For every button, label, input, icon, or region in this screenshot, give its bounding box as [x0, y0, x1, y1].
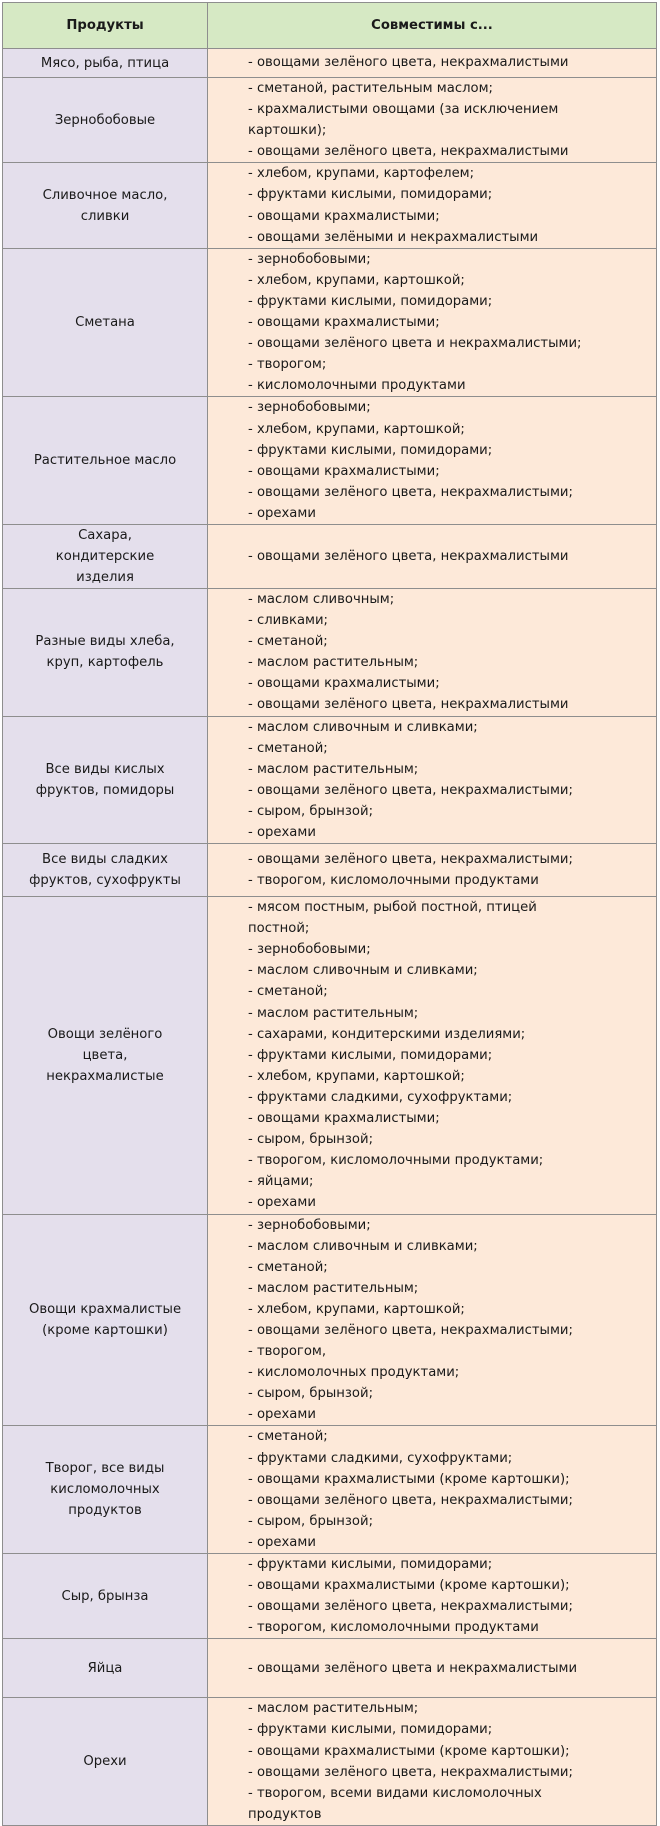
compatible-item: - хлебом, крупами, картофелем;	[248, 166, 475, 182]
compatible-item: - орехами	[248, 1195, 316, 1211]
compatible-item: - овощами зелёного цвета и некрахмалистыми;	[248, 336, 582, 352]
compatible-list-cell	[208, 844, 657, 897]
product-cell	[3, 844, 208, 897]
compatible-item: - орехами	[248, 825, 316, 840]
compatible-item: - хлебом, крупами, картошкой;	[248, 421, 465, 437]
compatible-item: - творогом;	[248, 357, 327, 373]
product-name-line: Все виды сладких	[42, 852, 168, 868]
product-name-line: Сахара,	[78, 527, 132, 543]
table-row	[3, 524, 657, 588]
product-name-line: кисломолочных	[50, 1482, 160, 1498]
compatible-item: - овощами крахмалистыми;	[248, 208, 440, 224]
compatible-item: - овощами крахмалистыми (кроме картошки);	[248, 1471, 570, 1487]
compatible-list-cell	[208, 397, 657, 525]
product-cell	[3, 588, 208, 716]
compatible-item: - хлебом, крупами, картошкой;	[248, 272, 465, 288]
compatible-list-cell	[208, 897, 657, 1214]
table-row	[3, 1554, 657, 1639]
product-name-line: Яйца	[87, 1660, 123, 1676]
table-row	[3, 588, 657, 716]
compatible-item: - маслом сливочным и сливками;	[248, 719, 478, 735]
compatible-item: - фруктами кислыми, помидорами;	[248, 1557, 493, 1572]
compatible-list-cell	[208, 248, 657, 397]
product-cell	[3, 78, 208, 163]
compatible-list-cell	[208, 1214, 657, 1426]
compatible-list-cell	[208, 78, 657, 163]
compatible-item: - сыром, брынзой;	[248, 803, 374, 819]
compatible-item: - овощами крахмалистыми;	[248, 315, 440, 331]
product-name-line: Все виды кислых	[45, 761, 165, 777]
compatible-item: - маслом сливочным;	[248, 591, 395, 607]
compatible-item: картошки);	[248, 123, 327, 139]
compatibility-table-wrapper	[2, 2, 656, 1826]
table-row	[3, 1214, 657, 1426]
food-compatibility-table	[2, 2, 657, 1826]
compatible-item: - маслом растительным;	[248, 1701, 419, 1717]
product-name-line: продуктов	[68, 1503, 142, 1519]
product-name-line: Овощи крахмалистые	[28, 1301, 182, 1317]
product-name-line: фруктов, помидоры	[35, 782, 175, 798]
table-row	[3, 163, 657, 248]
compatible-item: - овощами зелёного цвета, некрахмалистыми	[248, 144, 569, 160]
compatible-item: - маслом сливочным и сливками;	[248, 1238, 478, 1254]
compatible-list-cell	[208, 524, 657, 588]
product-cell	[3, 1426, 208, 1554]
product-name-line: (кроме картошки)	[42, 1322, 168, 1338]
compatible-item: - сметаной;	[248, 634, 328, 650]
compatible-item: - мясом постным, рыбой постной, птицей	[248, 900, 537, 916]
compatible-item: - овощами крахмалистыми;	[248, 463, 440, 479]
compatible-item: - фруктами кислыми, помидорами;	[248, 293, 493, 309]
compatible-item: - зернобобовыми;	[248, 400, 371, 416]
compatible-item: - овощами зелёного цвета, некрахмалистыми	[248, 548, 569, 564]
compatible-item: - овощами крахмалистыми (кроме картошки);	[248, 1578, 570, 1594]
compatible-item: - овощами зелёного цвета, некрахмалистыми;	[248, 1764, 573, 1780]
compatible-item: - сметаной;	[248, 1259, 328, 1275]
compatible-item: - овощами крахмалистыми;	[248, 1111, 440, 1127]
compatible-list-cell	[208, 1639, 657, 1698]
product-name-line: фруктов, сухофрукты	[29, 873, 181, 889]
product-name-line: круп, картофель	[46, 655, 164, 671]
table-row	[3, 1639, 657, 1698]
compatible-item: - кисломолочных продуктами;	[248, 1365, 460, 1381]
product-cell	[3, 897, 208, 1214]
compatible-list-cell	[208, 588, 657, 716]
compatible-item: - сметаной, растительным маслом;	[248, 81, 493, 96]
compatible-item: - фруктами кислыми, помидорами;	[248, 1722, 493, 1738]
compatible-list-cell	[208, 1698, 657, 1826]
compatible-list-cell	[208, 1554, 657, 1639]
product-cell	[3, 1698, 208, 1826]
compatible-item: - маслом сливочным и сливками;	[248, 963, 478, 979]
compatible-item: постной;	[248, 921, 310, 937]
compatible-item: - зернобобовыми;	[248, 1217, 371, 1233]
product-name-line: сливки	[80, 208, 130, 224]
product-cell	[3, 163, 208, 248]
product-cell	[3, 397, 208, 525]
compatible-item: - хлебом, крупами, картошкой;	[248, 1068, 465, 1084]
product-name-line: Творог, все виды	[45, 1461, 165, 1477]
product-name-line: Зернобобовые	[54, 112, 156, 128]
table-row	[3, 897, 657, 1214]
compatible-item: - маслом растительным;	[248, 1280, 419, 1296]
compatible-item: - овощами зелёного цвета, некрахмалистыми;	[248, 852, 573, 867]
compatible-item: - фруктами сладкими, сухофруктами;	[248, 1089, 513, 1105]
compatible-item: - овощами зелёного цвета, некрахмалистыми	[248, 697, 569, 713]
compatible-item: - сметаной;	[248, 740, 328, 756]
compatible-item: - творогом, кисломолочными продуктами	[248, 1620, 539, 1636]
compatible-item: - фруктами кислыми, помидорами;	[248, 187, 493, 203]
compatible-item: - овощами зелёного цвета, некрахмалистыми;	[248, 1322, 573, 1338]
header-compatible-with: Совместимы с...	[208, 3, 657, 49]
product-cell	[3, 49, 208, 78]
compatible-item: - маслом растительным;	[248, 761, 419, 777]
product-name-line: Овощи зелёного	[47, 1026, 163, 1042]
product-name-line: Разные виды хлеба,	[35, 634, 175, 650]
table-row	[3, 78, 657, 163]
product-name-line: Сметана	[75, 315, 135, 331]
compatible-item: продуктов	[248, 1806, 322, 1822]
compatible-item: - фруктами сладкими, сухофруктами;	[248, 1450, 513, 1466]
compatible-item: - орехами	[248, 1534, 316, 1550]
compatible-item: - овощами крахмалистыми;	[248, 676, 440, 692]
compatible-item: - зернобобовыми;	[248, 942, 371, 958]
compatible-item: - маслом растительным;	[248, 655, 419, 671]
product-cell	[3, 1639, 208, 1698]
table-body	[3, 49, 657, 1826]
compatible-item: - яйцами;	[248, 1174, 314, 1190]
product-name-line: некрахмалистые	[46, 1068, 164, 1084]
table-row	[3, 716, 657, 844]
compatible-item: - сыром, брынзой;	[248, 1386, 374, 1402]
compatible-item: - сахарами, кондитерскими изделиями;	[248, 1026, 526, 1042]
compatible-item: - творогом,	[248, 1344, 327, 1360]
product-cell	[3, 524, 208, 588]
compatible-item: - овощами зелёного цвета, некрахмалистыми;	[248, 484, 573, 500]
product-name-line: Сливочное масло,	[42, 187, 168, 203]
compatible-item: - хлебом, крупами, картошкой;	[248, 1301, 465, 1317]
compatible-item: - зернобобовыми;	[248, 251, 371, 267]
compatible-item: - орехами	[248, 505, 316, 521]
product-name-line: Орехи	[83, 1754, 127, 1770]
compatible-list-cell	[208, 163, 657, 248]
product-name-line: Сыр, брынза	[61, 1588, 149, 1604]
compatible-item: - творогом, всеми видами кисломолочных	[248, 1785, 542, 1801]
compatible-item: - кисломолочными продуктами	[248, 378, 466, 394]
table-row	[3, 1426, 657, 1554]
compatible-item: - творогом, кисломолочными продуктами	[248, 873, 539, 889]
product-name-line: изделия	[76, 569, 134, 585]
compatible-item: - крахмалистыми овощами (за исключением	[248, 102, 559, 118]
compatible-item: - маслом растительным;	[248, 1005, 419, 1021]
product-name-line: Растительное масло	[33, 453, 177, 469]
compatible-item: - сметаной;	[248, 1429, 328, 1445]
compatible-item: - фруктами кислыми, помидорами;	[248, 442, 493, 458]
header-products: Продукты	[3, 3, 208, 49]
compatible-item: - фруктами кислыми, помидорами;	[248, 1047, 493, 1063]
product-name-line: кондитерские	[55, 548, 155, 564]
compatible-item: - творогом, кисломолочными продуктами;	[248, 1153, 544, 1169]
compatible-item: - овощами зелёными и некрахмалистыми	[248, 229, 539, 245]
product-name-line: Мясо, рыба, птица	[40, 55, 170, 71]
product-name-line: цвета,	[82, 1047, 128, 1063]
table-row	[3, 248, 657, 397]
compatible-list-cell	[208, 1426, 657, 1554]
compatible-item: - орехами	[248, 1407, 316, 1423]
compatible-item: - сыром, брынзой;	[248, 1513, 374, 1529]
table-row	[3, 397, 657, 525]
compatible-list-cell	[208, 49, 657, 78]
compatible-item: - овощами зелёного цвета и некрахмалистыми	[248, 1660, 578, 1676]
product-cell	[3, 716, 208, 844]
compatible-item: - овощами зелёного цвета, некрахмалистыми	[248, 55, 569, 71]
compatible-item: - сметаной;	[248, 984, 328, 1000]
table-header-row	[3, 3, 657, 49]
compatible-item: - овощами зелёного цвета, некрахмалистыми;	[248, 1599, 573, 1615]
product-cell	[3, 1554, 208, 1639]
compatible-item: - овощами зелёного цвета, некрахмалистыми;	[248, 782, 573, 798]
table-row	[3, 49, 657, 78]
compatible-list-cell	[208, 716, 657, 844]
compatible-item: - овощами крахмалистыми (кроме картошки);	[248, 1743, 570, 1759]
product-cell	[3, 1214, 208, 1426]
compatible-item: - сыром, брынзой;	[248, 1132, 374, 1148]
product-cell	[3, 248, 208, 397]
table-row	[3, 1698, 657, 1826]
table-row	[3, 844, 657, 897]
compatible-item: - сливками;	[248, 613, 328, 629]
compatible-item: - овощами зелёного цвета, некрахмалистыми;	[248, 1492, 573, 1508]
